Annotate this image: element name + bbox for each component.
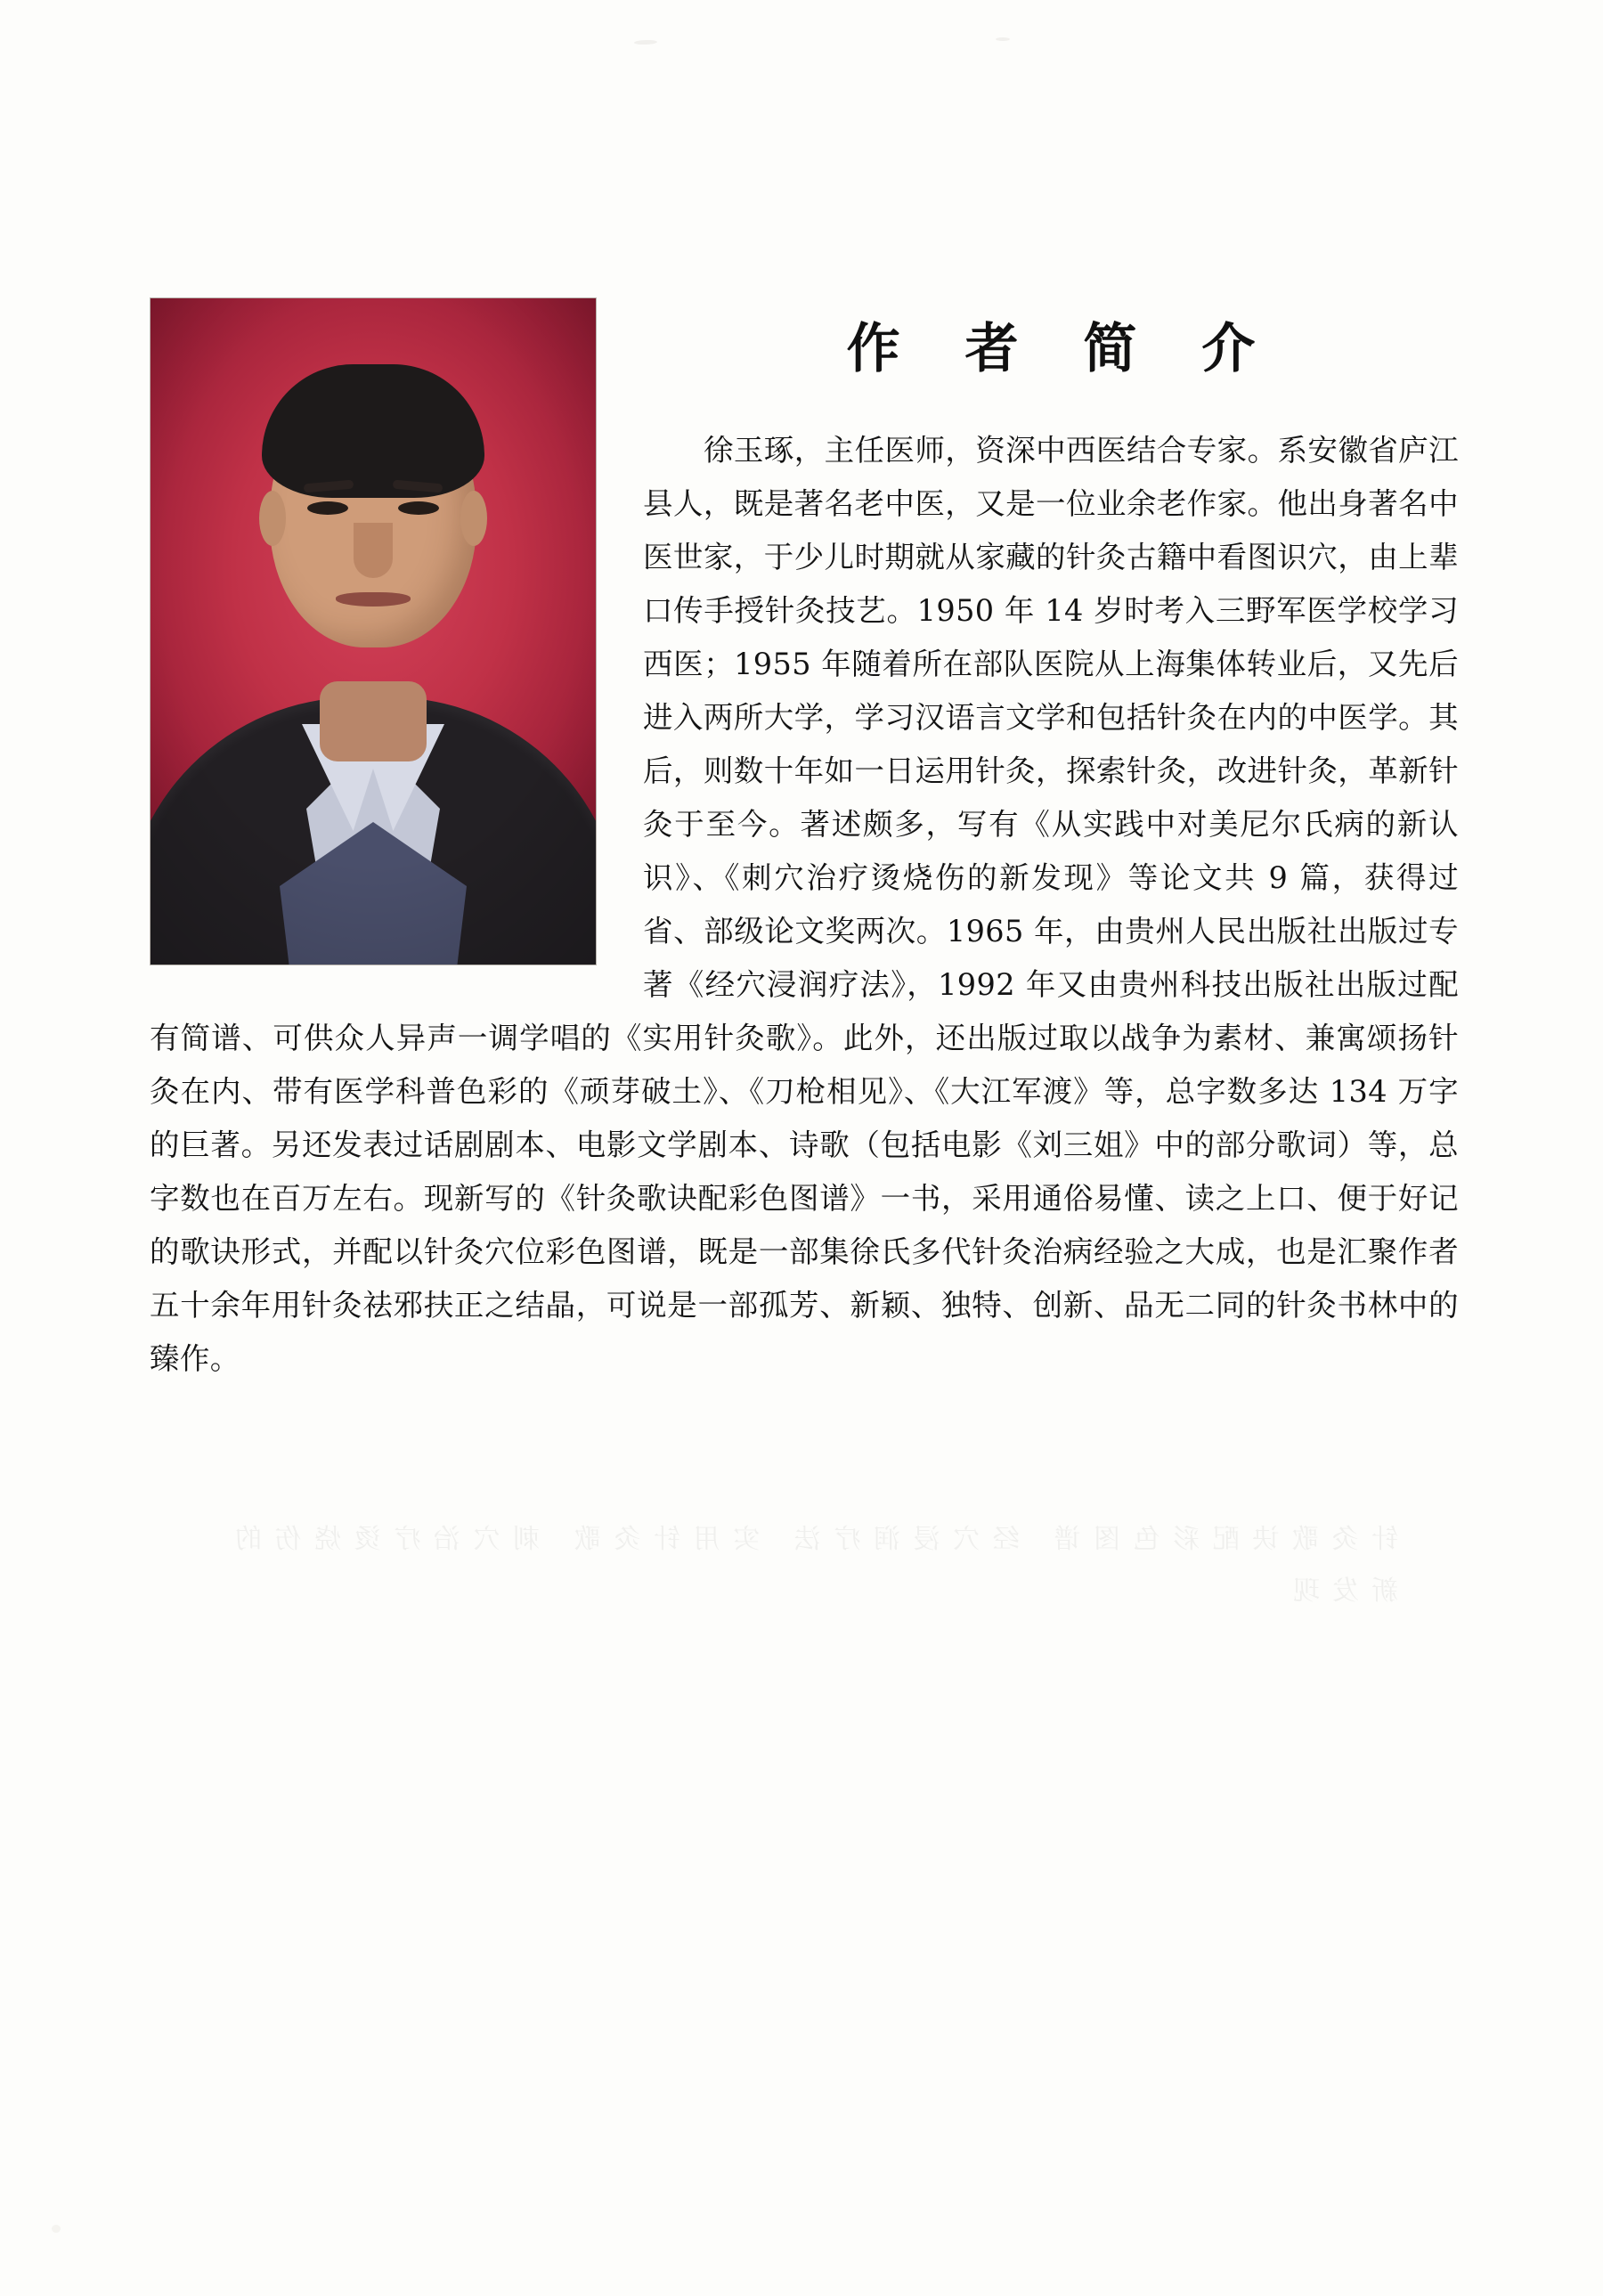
- page-title: 作 者 简 介: [846, 318, 1279, 380]
- page-showthrough-text: 针灸歌诀配彩色图谱 经穴浸润疗法 实用针灸歌 刺穴治疗烫烧伤的新发现: [223, 1524, 1398, 1607]
- page-content: [150, 285, 1459, 1386]
- portrait-vignette: [151, 298, 596, 965]
- scan-artifact: [52, 2225, 61, 2233]
- scan-artifact: [634, 40, 657, 45]
- author-portrait-photo: [150, 297, 597, 965]
- scan-artifact: [996, 37, 1010, 41]
- biography-paragraph: 徐玉琢，主任医师，资深中西医结合专家。系安徽省庐江县人，既是著名老中医，又是一位业余老作家。他出身著名中医世家，于少儿时期就从家藏的针灸古籍中看图识穴，由上辈口传手授针灸技艺。1950 年 14 岁时考入三野军医学校学习西医；1955 年随着所在部队医院从上海集体转业后，又先后进入两所大学，学习汉语言文学和包括针灸在内的中医学。其后，则数十年如一日运用针灸，探索针灸，改进针灸，革新针灸于至今。著述颇多，写有《从实践中对美尼尔氏病的新认识》、《刺穴治疗烫烧伤的新发现》等论文共 9 篇，获得过省、部级论文奖两次。1965 年，由贵州人民出版社出版过专著《经穴浸润疗法》，1992 年又由贵州科技出版社出版过配有简谱、可供众人异声一调学唱的《实用针灸歌》。此外，还出版过取以战争为素材、兼寓颂扬针灸在内、带有医学科普色彩的《顽芽破土》、《刀枪相见》、《大江军渡》等，总字数多达 134 万字的巨著。另还发表过话剧剧本、电影文学剧本、诗歌（包括电影《刘三姐》中的部分歌词）等，总字数也在百万左右。现新写的《针灸歌诀配彩色图谱》一书，采用通俗易懂、读之上口、便于好记的歌诀形式，并配以针灸穴位彩色图谱，既是一部集徐氏多代针灸治病经验之大成，也是汇聚作者五十余年用针灸祛邪扶正之结晶，可说是一部孤芳、新颖、独特、创新、品无二同的针灸书林中的臻作。: [150, 433, 1459, 1376]
